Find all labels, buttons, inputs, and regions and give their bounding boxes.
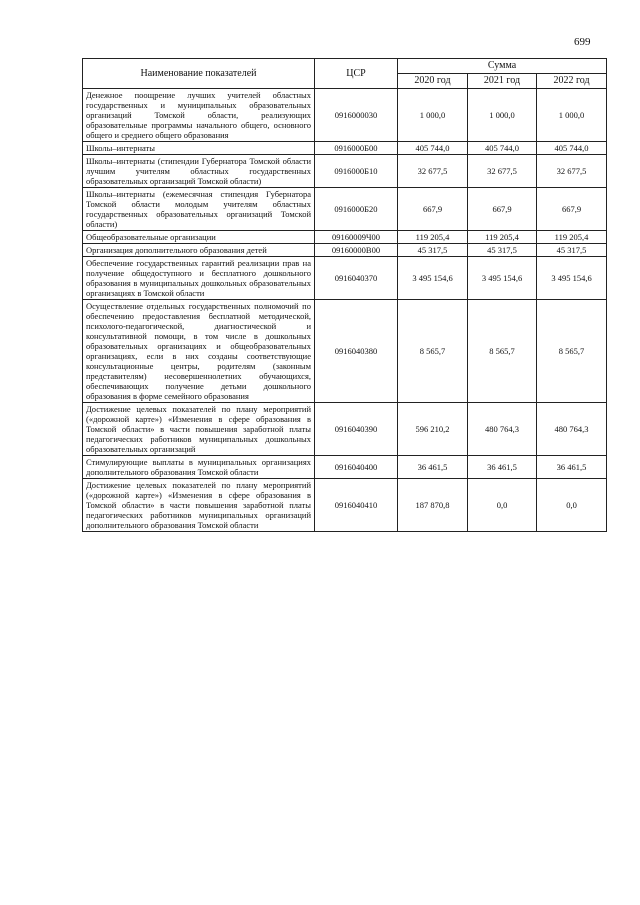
table-row [83,154,607,187]
row-csr: 09160000В00 [315,244,398,257]
row-value-2020: 45 317,5 [398,244,468,257]
budget-table [82,58,607,532]
row-name: Осуществление отдельных государственных полномочий по обеспечению предоставления бесплатной методической, психолого-педагогической, диагностической и консультативной помощи, в том числе в дошкольных образовательных организациях и общеобразовательных организациях, если в них созданы соответствующие консультационные центры, родителям (законным представителям) несовершеннолетних обучающихся, обеспечивающих получение детьми дошкольного образования в форме семейного образования [83,300,315,403]
table-row [83,141,607,154]
row-value-2022: 8 565,7 [537,300,607,403]
page-number: 699 [574,36,591,48]
row-value-2020: 119 205,4 [398,231,468,244]
row-value-2022: 119 205,4 [537,231,607,244]
header-name: Наименование показателей [83,59,315,89]
table-row [83,187,607,230]
row-csr: 09160009Ч00 [315,231,398,244]
row-value-2021: 119 205,4 [468,231,537,244]
row-value-2020: 32 677,5 [398,154,468,187]
row-value-2020: 36 461,5 [398,456,468,479]
row-value-2022: 45 317,5 [537,244,607,257]
row-value-2020: 1 000,0 [398,88,468,141]
table-row [83,300,607,403]
row-value-2022: 36 461,5 [537,456,607,479]
table-row [83,403,607,456]
row-csr: 0916040390 [315,403,398,456]
row-csr: 0916000Б00 [315,141,398,154]
row-value-2020: 667,9 [398,187,468,230]
row-name: Общеобразовательные организации [83,231,315,244]
row-value-2021: 8 565,7 [468,300,537,403]
header-year-2020: 2020 год [398,73,468,88]
row-csr: 0916040410 [315,479,398,532]
table-row [83,479,607,532]
header-csr: ЦСР [315,59,398,89]
row-value-2022: 1 000,0 [537,88,607,141]
row-name: Достижение целевых показателей по плану мероприятий («дорожной карте») «Изменения в сфере образования в Томской области» в части повышения заработной платы педагогических работников муниципальных организаций дополнительного образования Томской области [83,479,315,532]
row-name: Достижение целевых показателей по плану мероприятий («дорожной карте») «Изменения в сфере образования в Томской области» в части повышения заработной платы педагогических работников муниципальных дошкольных образовательных организаций [83,403,315,456]
row-csr: 0916000Б10 [315,154,398,187]
row-csr: 0916040370 [315,257,398,300]
row-value-2022: 0,0 [537,479,607,532]
row-value-2020: 3 495 154,6 [398,257,468,300]
table-row [83,244,607,257]
row-value-2020: 596 210,2 [398,403,468,456]
row-csr: 0916040380 [315,300,398,403]
row-value-2022: 405 744,0 [537,141,607,154]
row-value-2021: 1 000,0 [468,88,537,141]
row-value-2020: 405 744,0 [398,141,468,154]
header-sum: Сумма [398,59,607,74]
row-value-2021: 405 744,0 [468,141,537,154]
row-value-2021: 32 677,5 [468,154,537,187]
row-csr: 0916040400 [315,456,398,479]
row-name: Денежное поощрение лучших учителей областных государственных и муниципальных образовательных организаций Томской области, реализующих образовательные программы начального общего, основного общего и среднего общего образования [83,88,315,141]
row-value-2021: 0,0 [468,479,537,532]
row-value-2021: 3 495 154,6 [468,257,537,300]
row-csr: 0916000Б20 [315,187,398,230]
table-row [83,88,607,141]
row-value-2022: 3 495 154,6 [537,257,607,300]
row-value-2022: 32 677,5 [537,154,607,187]
row-csr: 0916000030 [315,88,398,141]
row-name: Школы–интернаты (стипендии Губернатора Томской области лучшим учителям областных государственных образовательных организаций Томской области) [83,154,315,187]
table-row [83,257,607,300]
row-name: Школы–интернаты [83,141,315,154]
header-year-2022: 2022 год [537,73,607,88]
row-value-2020: 187 870,8 [398,479,468,532]
row-value-2021: 667,9 [468,187,537,230]
row-name: Стимулирующие выплаты в муниципальных организациях дополнительного образования Томской области [83,456,315,479]
row-value-2020: 8 565,7 [398,300,468,403]
row-value-2022: 667,9 [537,187,607,230]
row-value-2022: 480 764,3 [537,403,607,456]
row-value-2021: 480 764,3 [468,403,537,456]
table-row [83,456,607,479]
table-row [83,231,607,244]
row-name: Организация дополнительного образования детей [83,244,315,257]
row-name: Обеспечение государственных гарантий реализации прав на получение общедоступного и бесплатного дошкольного образования в муниципальных дошкольных образовательных организациях в Томской области [83,257,315,300]
row-value-2021: 36 461,5 [468,456,537,479]
header-year-2021: 2021 год [468,73,537,88]
row-name: Школы–интернаты (ежемесячная стипендия Губернатора Томской области молодым учителям областных государственных образовательных организаций Томской области) [83,187,315,230]
row-value-2021: 45 317,5 [468,244,537,257]
